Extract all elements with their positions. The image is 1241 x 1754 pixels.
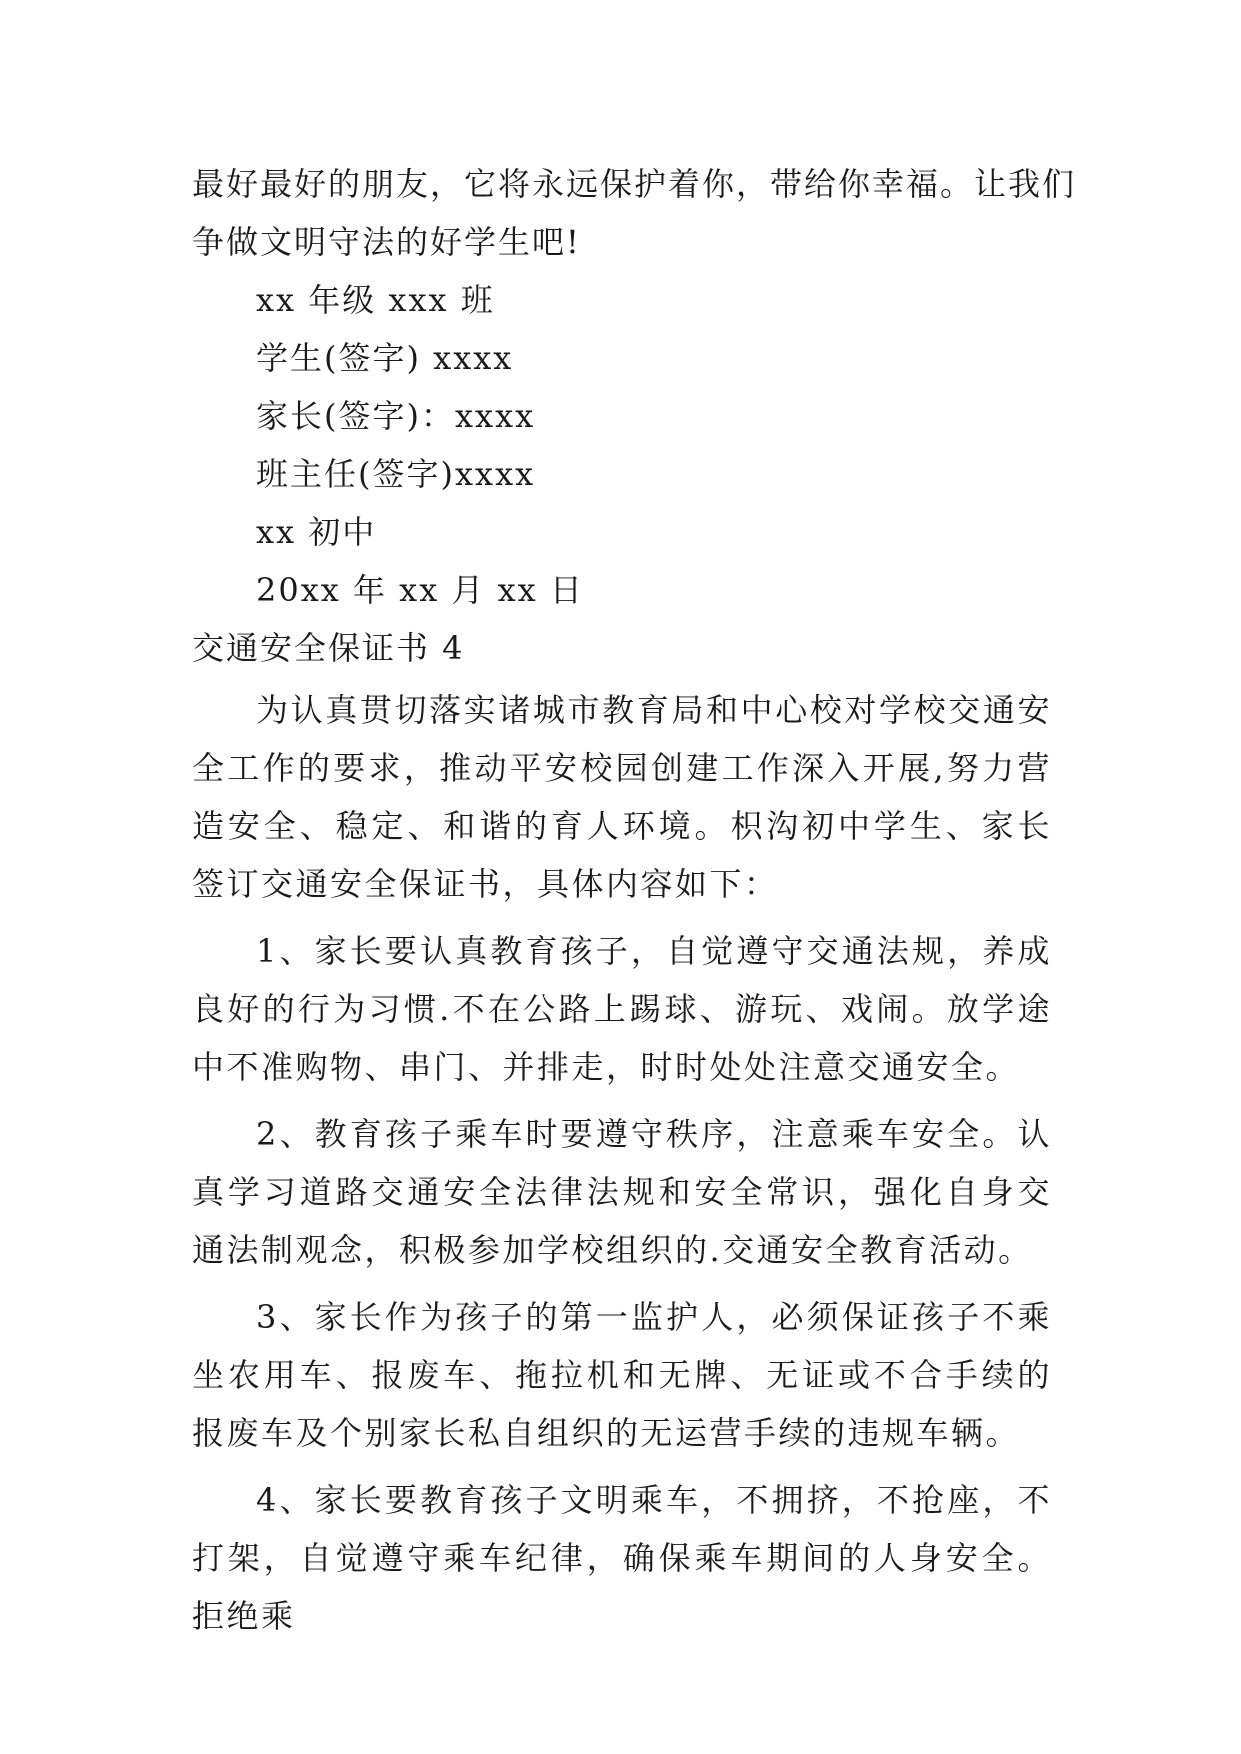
student-signature: 学生(签字) xxxx [256, 339, 514, 377]
document-content [192, 155, 1077, 1645]
school-name: xx 初中 [256, 513, 377, 551]
class-name: xx 年级 xxx 班 [256, 281, 495, 319]
intro-line: 争做文明守法的好学生吧! [192, 223, 581, 261]
paragraph: 为认真贯切落实诸城市教育局和中心校对学校交通安全工作的要求，推动平安校园创建工作深入开展,努力营造安全、稳定、和谐的育人环境。枳沟初中学生、家长签订交通安全保证书，具体内容如下： [192, 691, 1052, 903]
signature-block [192, 271, 1052, 619]
paragraph: 4、家长要教育孩子文明乘车，不拥挤，不抢座，不打架，自觉遵守乘车纪律，确保乘车期间的人身安全。拒绝乘 [192, 1481, 1052, 1635]
paragraph: 2、教育孩子乘车时要遵守秩序，注意乘车安全。认真学习道路交通安全法律法规和安全常识，强化自身交通法制观念，积极参加学校组织的.交通安全教育活动。 [192, 1115, 1052, 1269]
intro-line: 最好最好的朋友，它将永远保护着你，带给你幸福。让我们 [192, 165, 1077, 203]
paragraph: 3、家长作为孩子的第一监护人，必须保证孩子不乘坐农用车、报废车、拖拉机和无牌、无证或不合手续的报废车及个别家长私自组织的无运营手续的违规车辆。 [192, 1298, 1052, 1452]
section-title: 交通安全保证书 4 [192, 629, 465, 667]
signature-date: 20xx 年 xx 月 xx 日 [256, 571, 584, 609]
paragraph-list [192, 681, 1052, 1645]
paragraph: 1、家长要认真教育孩子，自觉遵守交通法规，养成良好的行为习惯.不在公路上踢球、游玩、戏闹。放学途中不准购物、串门、并排走，时时处处注意交通安全。 [192, 932, 1052, 1086]
teacher-signature: 班主任(签字)xxxx [256, 455, 536, 493]
parent-signature: 家长(签字)：xxxx [256, 397, 536, 435]
